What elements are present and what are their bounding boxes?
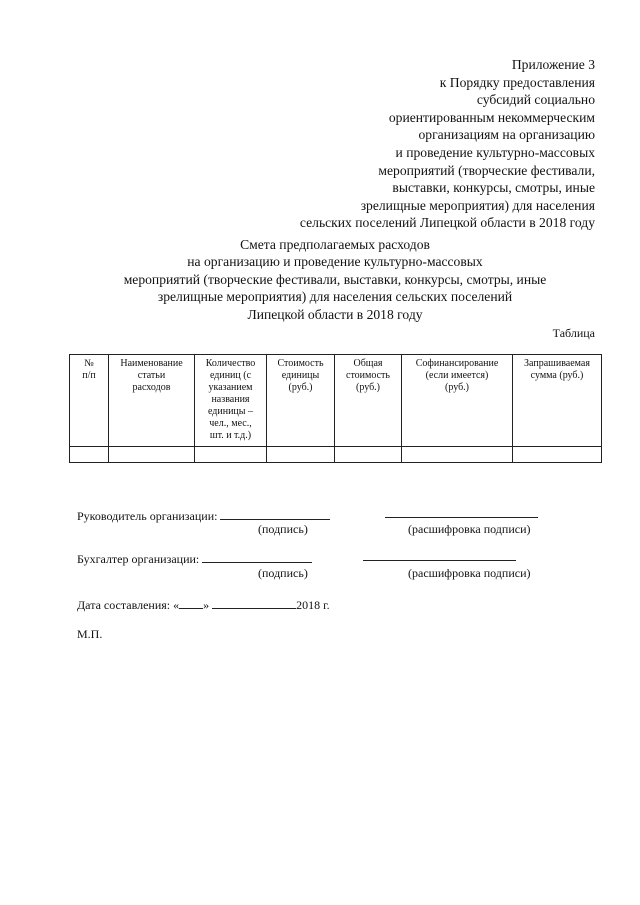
accountant-signature-blank[interactable]	[202, 551, 312, 563]
accountant-decryption-blank[interactable]	[363, 549, 516, 561]
appendix-line: организациям на организацию	[418, 127, 595, 143]
document-title	[70, 236, 600, 323]
date-day-blank[interactable]	[179, 597, 203, 609]
table-label: Таблица	[552, 326, 595, 340]
title-line: мероприятий (творческие фестивали, выставки, конкурсы, смотры, иные	[123, 271, 547, 287]
title-line: зрелищные мероприятия) для населения сельских поселений	[157, 289, 513, 305]
table-header-row	[70, 355, 602, 447]
table-cell[interactable]	[195, 447, 267, 463]
accountant-label: Бухгалтер организации:	[77, 552, 200, 566]
appendix-line: мероприятий (творческие фестивали,	[378, 162, 595, 178]
budget-table	[69, 354, 602, 463]
title-line: на организацию и проведение культурно-массовых	[187, 254, 483, 270]
appendix-line: Приложение 3	[511, 57, 595, 72]
date-suffix: 2018 г.	[296, 598, 330, 612]
table-cell[interactable]	[267, 447, 335, 463]
col-header-item-name: Наименование статьи расходов	[109, 355, 195, 447]
col-header-unit-cost: Стоимость единицы (руб.)	[267, 355, 335, 447]
head-signature-caption: (подпись)	[258, 522, 308, 536]
table-row	[70, 447, 602, 463]
appendix-line: ориентированным некоммерческим	[388, 109, 595, 125]
col-header-cofinancing: Софинансирование (если имеется) (руб.)	[402, 355, 513, 447]
accountant-signature-caption: (подпись)	[258, 566, 308, 580]
col-header-number: № п/п	[70, 355, 109, 447]
title-line: Смета предполагаемых расходов	[240, 237, 430, 252]
appendix-line: сельских поселений Липецкой области в 2018 году	[299, 215, 595, 231]
head-signature-blank[interactable]	[220, 508, 330, 520]
stamp-place: М.П.	[77, 627, 103, 641]
date-mid: »	[203, 598, 210, 612]
col-header-total-cost: Общая стоимость (руб.)	[335, 355, 402, 447]
title-line: Липецкой области в 2018 году	[247, 306, 423, 322]
accountant-decryption-caption: (расшифровка подписи)	[408, 566, 531, 580]
table-cell[interactable]	[402, 447, 513, 463]
table-cell[interactable]	[513, 447, 602, 463]
date-month-blank[interactable]	[212, 597, 296, 609]
col-header-requested-sum: Запрашиваемая сумма (руб.)	[513, 355, 602, 447]
head-decryption-caption: (расшифровка подписи)	[408, 522, 531, 536]
table-cell[interactable]	[70, 447, 109, 463]
accountant-signature-line	[77, 551, 312, 567]
head-decryption-blank[interactable]	[385, 506, 538, 518]
appendix-line: выставки, конкурсы, смотры, иные	[392, 180, 595, 196]
date-line	[77, 597, 330, 613]
table-cell[interactable]	[109, 447, 195, 463]
col-header-quantity: Количество единиц (с указанием названия единицы – чел., мес., шт. и т.д.)	[195, 355, 267, 447]
appendix-line: и проведение культурно-массовых	[395, 144, 595, 160]
appendix-header	[235, 56, 595, 232]
table-cell[interactable]	[335, 447, 402, 463]
appendix-line: к Порядку предоставления	[439, 74, 595, 90]
appendix-line: зрелищные мероприятия) для населения	[360, 197, 595, 213]
appendix-line: субсидий социально	[476, 92, 595, 108]
head-label: Руководитель организации:	[77, 509, 218, 523]
date-label: Дата составления: «	[77, 598, 180, 612]
